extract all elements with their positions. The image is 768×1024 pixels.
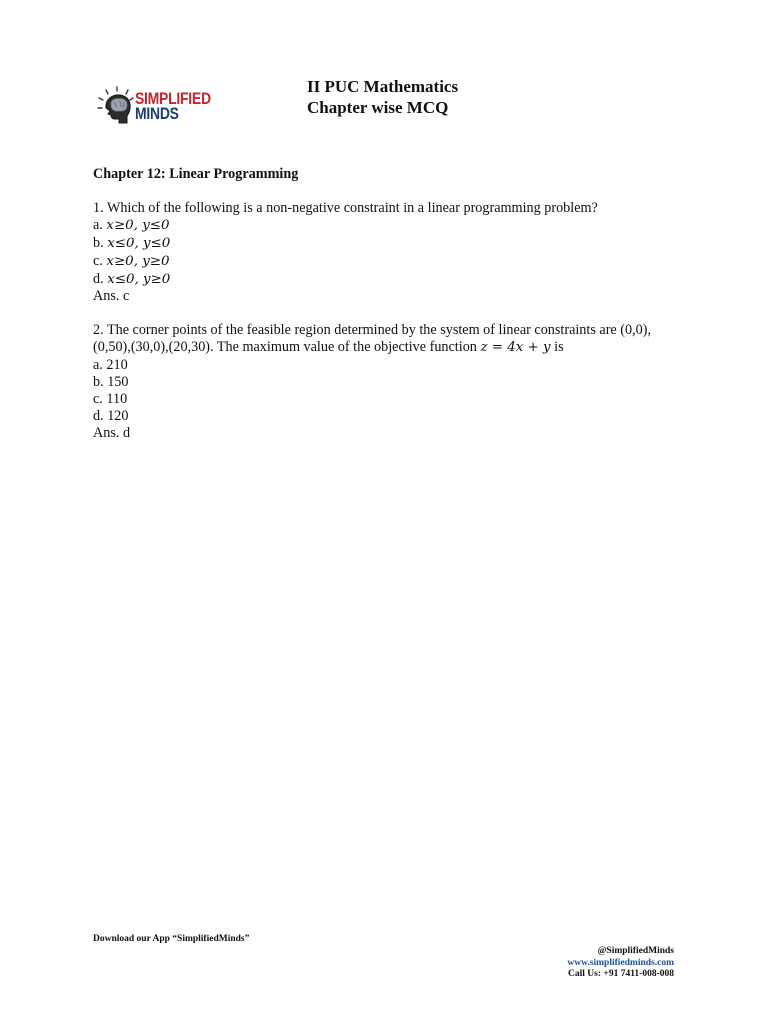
- question-body: Which of the following is a non-negative constraint in a linear programming problem?: [106, 199, 598, 216]
- question-body-end: is: [554, 339, 564, 356]
- objective-function-expression: z = 4x + y: [480, 340, 551, 356]
- brain-head-icon: [97, 86, 137, 128]
- social-handle: @SimplifiedMinds: [597, 946, 674, 956]
- option-value: 120: [107, 407, 129, 424]
- footer-contact: [567, 946, 674, 981]
- logo-wordmark: [135, 91, 211, 121]
- question-2: [93, 322, 683, 441]
- logo-line-1: SIMPLIFIED: [135, 89, 211, 108]
- simplified-minds-logo: [97, 86, 222, 128]
- option-c: [93, 253, 683, 271]
- question-body: The corner points of the feasible region determined by the system of linear constraints are (0,0),(0,50),(30,0),(20,30). The maximum value of the objective function: [93, 322, 652, 356]
- option-label: c.: [93, 390, 103, 407]
- option-d: [93, 271, 683, 289]
- option-value: 210: [106, 357, 128, 374]
- answer: Ans. c: [93, 288, 130, 305]
- footer-download-note: Download our App “SimplifiedMinds”: [93, 934, 250, 944]
- option-b: [93, 374, 683, 391]
- option-d: [93, 408, 683, 425]
- option-label: b.: [93, 234, 104, 251]
- question-1: [93, 200, 683, 305]
- option-label: c.: [93, 252, 103, 269]
- chapter-heading: Chapter 12: Linear Programming: [93, 166, 299, 182]
- website-link[interactable]: www.simplifiedminds.com: [567, 957, 674, 968]
- option-expression: x≤0, y≤0: [107, 235, 171, 251]
- option-expression: x≤0, y≥0: [107, 271, 171, 287]
- option-a: [93, 217, 683, 235]
- main-content: [93, 166, 683, 459]
- option-value: 150: [107, 374, 129, 391]
- option-label: a.: [93, 216, 103, 233]
- option-a: [93, 357, 683, 374]
- question-text: [93, 322, 683, 357]
- option-label: b.: [93, 374, 104, 391]
- option-expression: x≥0, y≥0: [106, 253, 170, 269]
- phone-number: Call Us: +91 7411-008-008: [568, 969, 674, 979]
- document-title: [307, 76, 458, 118]
- option-value: 110: [106, 390, 128, 407]
- option-c: [93, 391, 683, 408]
- question-text: [93, 200, 683, 217]
- option-label: d.: [93, 270, 104, 287]
- option-expression: x≥0, y≤0: [106, 217, 170, 233]
- answer: Ans. d: [93, 424, 131, 441]
- logo-line-2: MINDS: [135, 104, 179, 123]
- option-b: [93, 235, 683, 253]
- question-number: 2.: [93, 322, 104, 339]
- title-line-1: II PUC Mathematics: [307, 77, 459, 96]
- option-label: a.: [93, 357, 103, 374]
- option-label: d.: [93, 407, 104, 424]
- title-line-2: Chapter wise MCQ: [307, 98, 449, 117]
- question-number: 1.: [93, 199, 104, 216]
